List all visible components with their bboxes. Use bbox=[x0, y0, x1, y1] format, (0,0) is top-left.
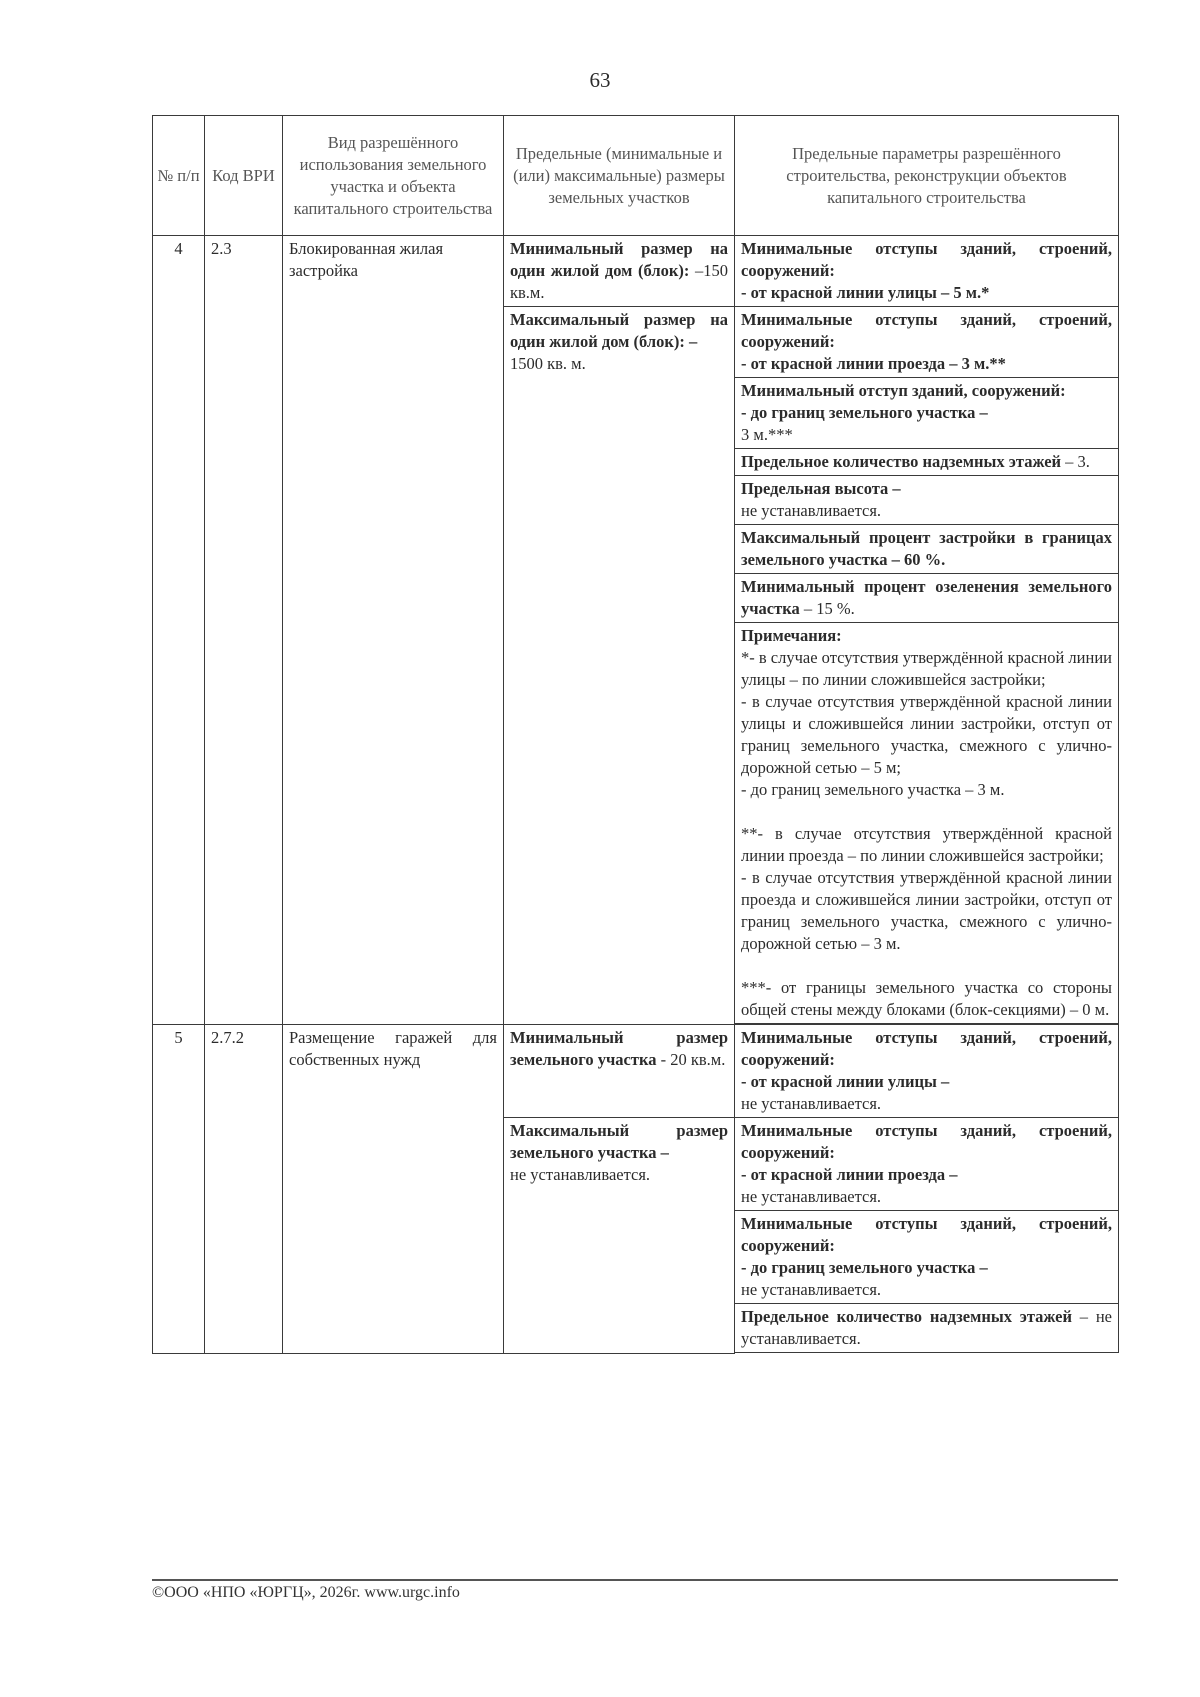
row5-min-value: - 20 кв.м. bbox=[656, 1050, 726, 1069]
note-1b: - в случае отсутствия утверждённой красной линии улицы и сложившейся линии застройки, отступ от границ земельного участка, смежного с улично-дорожной сетью – 5 м; bbox=[741, 692, 1112, 777]
page-number: 63 bbox=[589, 68, 611, 92]
row4-p1-value: - от красной линии улицы – 5 м.* bbox=[741, 283, 990, 302]
row5-param-2 bbox=[735, 1118, 1119, 1211]
note-1c: - до границ земельного участка – 3 м. bbox=[741, 780, 1005, 799]
row5-p2-title: Минимальные отступы зданий, строений, сооружений: bbox=[741, 1121, 1112, 1162]
row4-param-6 bbox=[735, 525, 1119, 574]
row4-max-size bbox=[504, 307, 735, 1025]
row5-param-3 bbox=[735, 1211, 1119, 1304]
row5-p1-value2: не устанавливается. bbox=[741, 1094, 882, 1113]
row5-num: 5 bbox=[153, 1025, 205, 1354]
row4-param-7 bbox=[735, 574, 1119, 623]
row4-min-value: –150 кв.м. bbox=[510, 261, 729, 302]
row4-num: 4 bbox=[153, 236, 205, 1025]
row4-p7-title: Минимальный процент озеленения земельного участка bbox=[741, 577, 1112, 618]
note-1a: *- в случае отсутствия утверждённой красной линии улицы – по линии сложившейся застройки; bbox=[741, 648, 1112, 689]
row4-code: 2.3 bbox=[205, 236, 283, 1025]
row5-min-size bbox=[504, 1025, 735, 1118]
header-params: Предельные параметры разрешённого строительства, реконструкции объектов капитального строительства bbox=[735, 116, 1119, 236]
row4-p6-value: – 60 %. bbox=[887, 550, 946, 569]
footer-copyright: ©ООО «НПО «ЮРГЦ», 2026г. www.urgc.info bbox=[152, 1584, 460, 1601]
row4-param-3 bbox=[735, 378, 1119, 449]
note-2b: - в случае отсутствия утверждённой красной линии проезда и сложившейся линии застройки, отступ от границ земельного участка, смежного с улично-дорожной сетью – 3 м. bbox=[741, 868, 1112, 953]
row4-param-4 bbox=[735, 449, 1119, 476]
row4-p4-value: – 3. bbox=[1061, 452, 1090, 471]
row4-param-2 bbox=[735, 307, 1119, 378]
row4-min-size bbox=[504, 236, 735, 307]
row4-p4-title: Предельное количество надземных этажей bbox=[741, 452, 1062, 471]
row4-use: Блокированная жилая застройка bbox=[283, 236, 504, 1025]
row5-p3-title: Минимальные отступы зданий, строений, сооружений: bbox=[741, 1214, 1112, 1255]
note-3: ***- от границы земельного участка со стороны общей стены между блоками (блок-секциями) – 0 м. bbox=[741, 978, 1112, 1019]
row4-max-title: Максимальный размер на один жилой дом (блок): – bbox=[510, 310, 728, 351]
note-2a: **- в случае отсутствия утверждённой красной линии проезда – по линии сложившейся застройки; bbox=[741, 824, 1112, 865]
row5-p2-value: - от красной линии проезда – bbox=[741, 1165, 958, 1184]
header-code: Код ВРИ bbox=[205, 116, 283, 236]
row4-p2-value: - от красной линии проезда – 3 м.** bbox=[741, 354, 1006, 373]
row4-p6-title: Максимальный процент застройки в границах земельного участка bbox=[741, 528, 1112, 569]
footer-divider bbox=[152, 1579, 1118, 1581]
row5-param-4 bbox=[735, 1304, 1119, 1353]
row4-p1-title: Минимальные отступы зданий, строений, сооружений: bbox=[741, 239, 1112, 280]
header-use: Вид разрешённого использования земельного участка и объекта капитального строительства bbox=[283, 116, 504, 236]
row5-code: 2.7.2 bbox=[205, 1025, 283, 1354]
row5-p4-value: – не устанавливается. bbox=[741, 1307, 1112, 1348]
row4-p3-title: Минимальный отступ зданий, сооружений: bbox=[741, 381, 1066, 400]
row5-param-1 bbox=[735, 1025, 1119, 1118]
row5-p1-title: Минимальные отступы зданий, строений, сооружений: bbox=[741, 1028, 1112, 1069]
row4-param-5 bbox=[735, 476, 1119, 525]
row5-max-title: Максимальный размер земельного участка – bbox=[510, 1121, 728, 1162]
row4-p5-title: Предельная высота – bbox=[741, 479, 901, 498]
row4-p7-value: – 15 %. bbox=[799, 599, 855, 618]
row4-max-value: 1500 кв. м. bbox=[510, 354, 586, 373]
table-header-row bbox=[153, 116, 1119, 236]
row5-p3-value: - до границ земельного участка – bbox=[741, 1258, 988, 1277]
row4-p5-value: не устанавливается. bbox=[741, 501, 882, 520]
header-sizes: Предельные (минимальные и (или) максимальные) размеры земельных участков bbox=[504, 116, 735, 236]
row5-p4-title: Предельное количество надземных этажей bbox=[741, 1307, 1073, 1326]
row5-p2-value2: не устанавливается. bbox=[741, 1187, 882, 1206]
row4-p2-title: Минимальные отступы зданий, строений, сооружений: bbox=[741, 310, 1112, 351]
header-num: № п/п bbox=[153, 116, 205, 236]
row5-use: Размещение гаражей для собственных нужд bbox=[283, 1025, 504, 1354]
table-row bbox=[153, 236, 1119, 307]
row4-param-1 bbox=[735, 236, 1119, 307]
row4-min-title: Минимальный размер на один жилой дом (блок): bbox=[510, 239, 728, 280]
row5-max-size bbox=[504, 1118, 735, 1354]
regulations-table bbox=[152, 115, 1119, 1354]
table-row bbox=[153, 1025, 1119, 1118]
row5-max-value: не устанавливается. bbox=[510, 1165, 651, 1184]
row5-p1-value: - от красной линии улицы – bbox=[741, 1072, 950, 1091]
row4-p3-value: - до границ земельного участка – bbox=[741, 403, 988, 422]
row4-p3-value2: 3 м.*** bbox=[741, 425, 793, 444]
row5-p3-value2: не устанавливается. bbox=[741, 1280, 882, 1299]
row4-notes bbox=[735, 623, 1119, 1024]
row5-min-title: Минимальный размер земельного участка bbox=[510, 1028, 728, 1069]
notes-title: Примечания: bbox=[741, 626, 842, 645]
